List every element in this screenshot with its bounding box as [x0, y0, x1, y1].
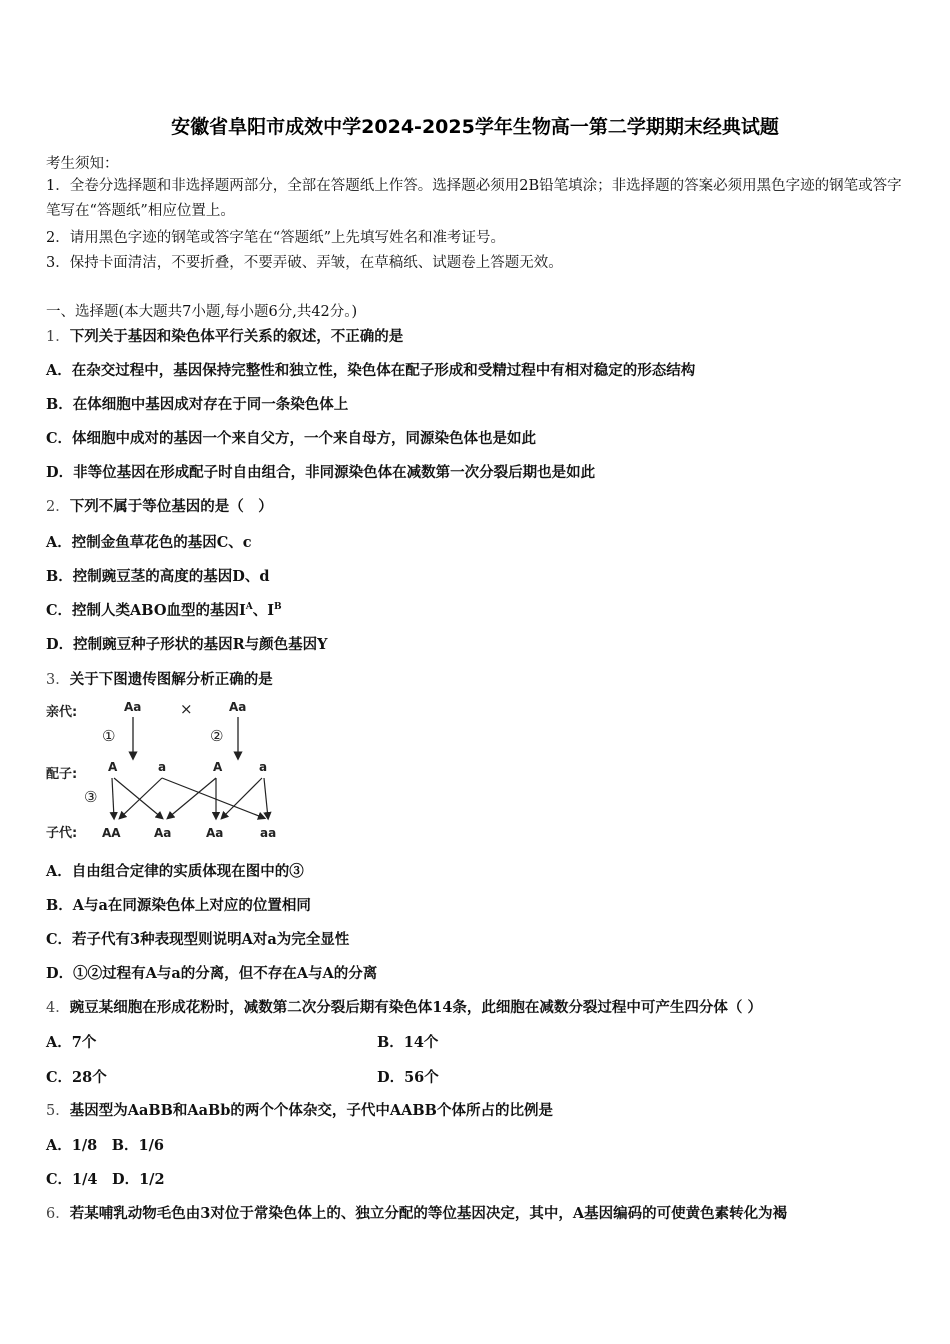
question-text: 下列关于基因和染色体平行关系的叙述，不正确的是	[69, 328, 404, 345]
question-text: 基因型为AaBB和AaBb的两个个体杂交，子代中AABB个体所占的比例是	[69, 1102, 553, 1119]
offspring-4: aa	[260, 826, 277, 840]
arrow-a2-aa	[264, 778, 268, 818]
question-1	[46, 325, 403, 346]
q2-option-b: B．控制豌豆茎的高度的基因D、d	[46, 568, 270, 585]
page-title: 安徽省阜阳市成效中学2024-2025学年生物高一第二学期期末经典试题	[171, 116, 779, 138]
offspring-label: 子代:	[46, 826, 78, 841]
question-number: 5．	[46, 1103, 70, 1119]
notice-item-2: 2．请用黑色字迹的钢笔或答字笔在“答题纸”上先填写姓名和准考证号。	[46, 230, 506, 246]
q4-option-c: C．28个	[46, 1069, 107, 1086]
gamete-1: A	[108, 760, 118, 774]
notice-heading: 考生须知：	[46, 156, 119, 172]
notice-item-1: 1．全卷分选择题和非选择题两部分，全部在答题纸上作答。选择题必须用2B铅笔填涂；非选择题的答案必须用黑色字迹的钢笔或答字笔写在“答题纸”相应位置上。	[46, 178, 902, 219]
parent-1: Aa	[124, 700, 142, 714]
question-number: 4．	[46, 1000, 70, 1016]
question-number: 3．	[46, 672, 70, 688]
step-1-marker: ①	[102, 727, 116, 745]
notice-item-3: 3．保持卡面清洁，不要折叠，不要弄破、弄皱，在草稿纸、试题卷上答题无效。	[46, 255, 563, 271]
arrow-A-AA	[112, 778, 114, 818]
q4-option-a: A．7个	[46, 1034, 97, 1051]
q3-option-d: D．①②过程有A与a的分离，但不存在A与A的分离	[46, 965, 378, 982]
fertilization-arrows	[112, 778, 268, 818]
q1-option-a: A．在杂交过程中，基因保持完整性和独立性，染色体在配子形成和受精过程中有相对稳定的形态结构	[46, 362, 696, 379]
question-4	[46, 996, 762, 1017]
q3-option-a: A．自由组合定律的实质体现在图中的③	[46, 863, 304, 880]
q5-options-cd: C．1/4 D．1/2	[46, 1171, 165, 1188]
inheritance-diagram	[46, 696, 286, 842]
q2-option-c-text: C．控制人类ABO血型的基因I	[46, 602, 246, 619]
q1-option-d: D．非等位基因在形成配子时自由组合，非同源染色体在减数第一次分裂后期也是如此	[46, 464, 596, 481]
gamete-4: a	[259, 760, 268, 774]
step-2-marker: ②	[210, 727, 224, 745]
section-heading: 一、选择题(本大题共7小题,每小题6分,共42分。)	[46, 304, 358, 320]
parents-label: 亲代:	[46, 705, 78, 720]
offspring-1: AA	[102, 826, 121, 840]
q3-option-b: B．A与a在同源染色体上对应的位置相同	[46, 897, 311, 914]
question-number: 6．	[46, 1206, 70, 1222]
parent-2: Aa	[229, 700, 247, 714]
offspring-2: Aa	[154, 826, 172, 840]
arrow-A2-Aa	[168, 778, 216, 818]
q1-option-b: B．在体细胞中基因成对存在于同一条染色体上	[46, 396, 349, 413]
question-5	[46, 1099, 553, 1120]
question-number: 2．	[46, 499, 70, 515]
gametes-label: 配子:	[46, 767, 78, 782]
q3-option-c: C．若子代有3种表现型则说明A对a为完全显性	[46, 931, 350, 948]
question-number: 1．	[46, 329, 70, 345]
arrow-a2-Aa2	[222, 778, 262, 818]
q2-option-a: A．控制金鱼草花色的基因C、c	[46, 534, 252, 551]
q2-option-c-text: 、I	[252, 602, 275, 619]
superscript: B	[274, 602, 282, 613]
superscript: A	[245, 602, 253, 613]
gamete-3: A	[213, 760, 223, 774]
question-text: 关于下图遗传图解分析正确的是	[69, 671, 273, 688]
q2-option-d: D．控制豌豆种子形状的基因R与颜色基因Y	[46, 636, 328, 653]
question-text: 若某哺乳动物毛色由3对位于常染色体上的、独立分配的等位基因决定，其中，A基因编码的可使黄色素转化为褐	[69, 1205, 788, 1222]
gamete-2: a	[158, 760, 167, 774]
arrow-A-Aa	[114, 778, 162, 818]
q2-option-c	[46, 599, 282, 620]
question-text: 豌豆某细胞在形成花粉时，减数第二次分裂后期有染色体14条，此细胞在减数分裂过程中可产生四分体（ ）	[69, 999, 762, 1016]
step-3-marker: ③	[84, 788, 98, 806]
q4-option-d: D．56个	[377, 1069, 439, 1086]
question-6	[46, 1202, 787, 1223]
q4-option-b: B．14个	[377, 1034, 439, 1051]
question-3	[46, 668, 273, 689]
arrow-a-aa	[162, 778, 264, 818]
offspring-3: Aa	[206, 826, 224, 840]
q1-option-c: C．体细胞中成对的基因一个来自父方，一个来自母方，同源染色体也是如此	[46, 430, 537, 447]
cross-symbol: ×	[180, 700, 193, 718]
question-text: 下列不属于等位基因的是（ ）	[69, 498, 273, 515]
question-2	[46, 495, 273, 516]
q5-options-ab: A．1/8 B．1/6	[46, 1137, 164, 1154]
